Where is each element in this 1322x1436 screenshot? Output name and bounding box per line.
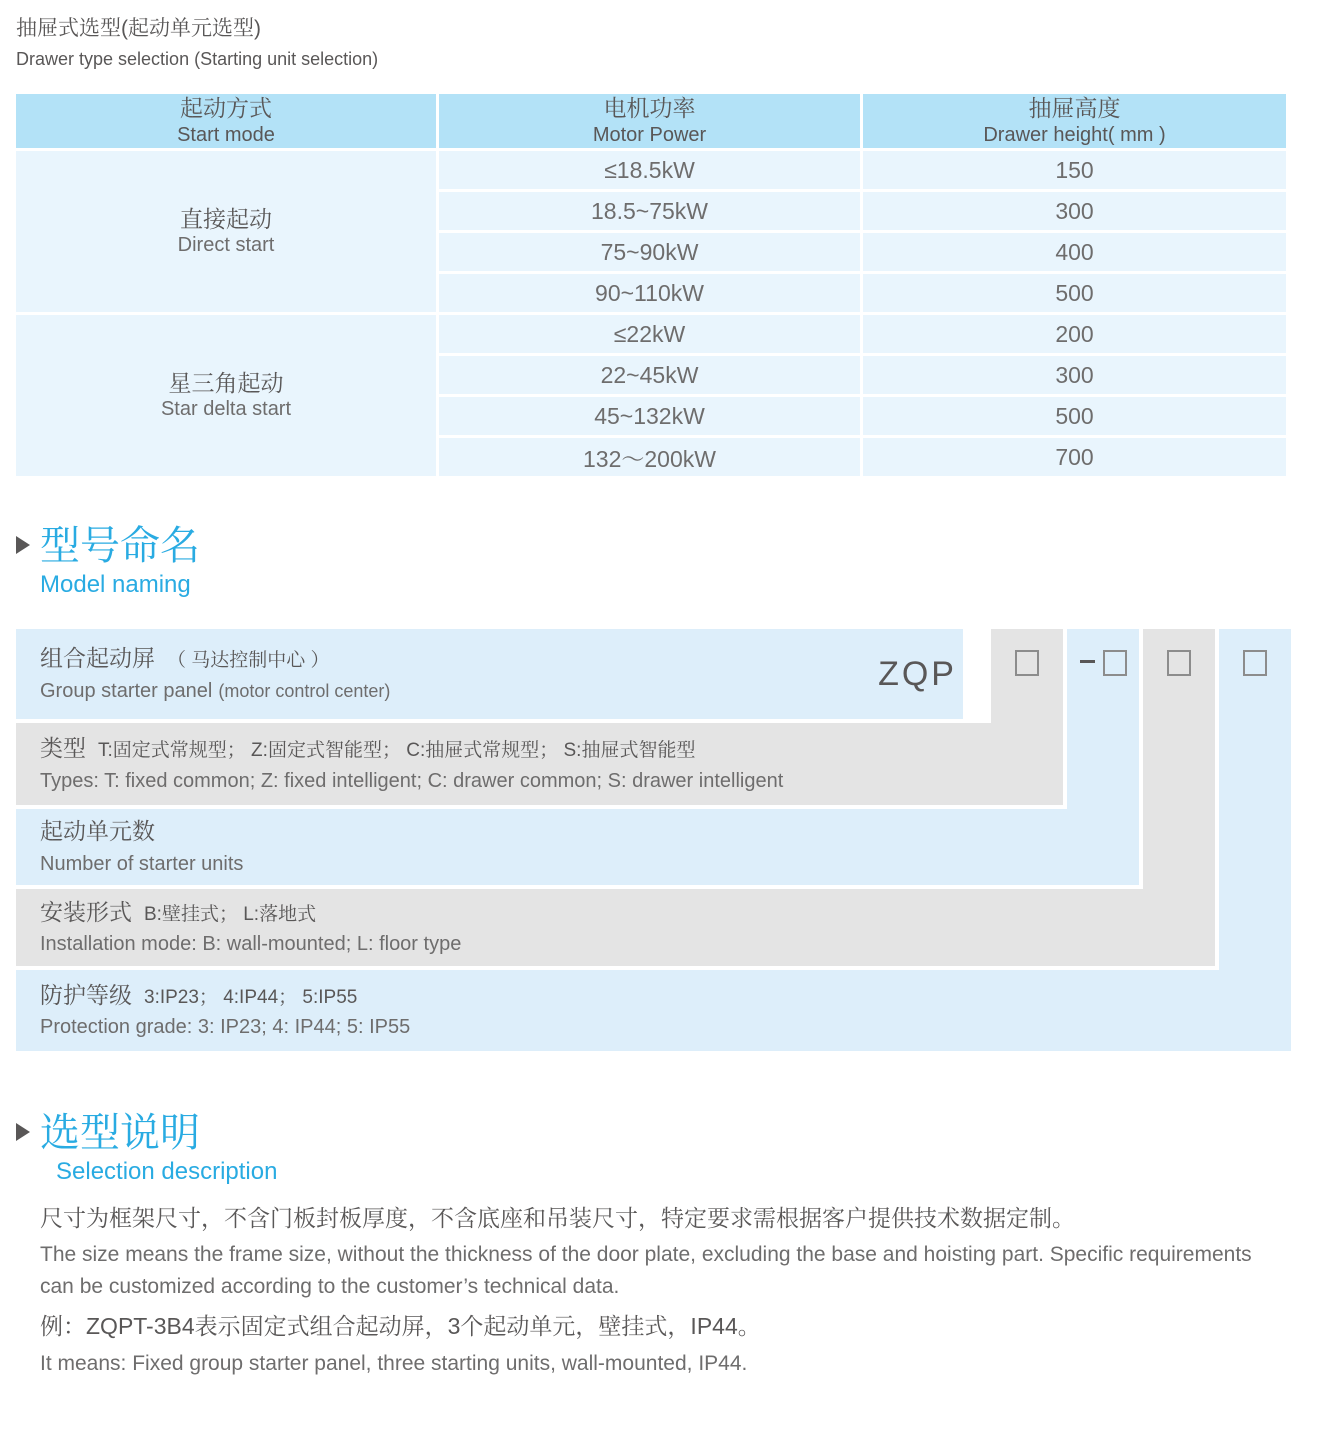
group-cell-star-delta-start — [16, 315, 436, 476]
table-cell-height: 300 — [863, 192, 1286, 230]
section-title-zh: 选型说明 — [40, 1111, 200, 1155]
column-header-drawer-height — [863, 94, 1286, 148]
table-cell-power: ≤22kW — [439, 315, 860, 353]
naming-label-zh: 起动单元数 — [40, 818, 155, 845]
table-cell-power: 22~45kW — [439, 356, 860, 394]
naming-label-zh: 类型 — [40, 735, 86, 762]
page-subtitle: Drawer type selection (Starting unit selection) — [16, 49, 379, 69]
model-naming-heading — [16, 524, 1322, 599]
desc-example-en: It means: Fixed group starter panel, three starting units, wall-mounted, IP44. — [40, 1351, 748, 1375]
table-cell-height: 150 — [863, 151, 1286, 189]
naming-label-en: Installation mode: B: wall-mounted; L: floor type — [40, 933, 462, 956]
table-cell-power: 90~110kW — [439, 274, 860, 312]
group-label-en: Star delta start — [160, 398, 292, 421]
model-code-box-type — [1015, 650, 1039, 676]
section-title-en: Selection description — [56, 1158, 278, 1185]
code-column-installation — [1143, 629, 1215, 966]
header-en: Drawer height( mm ) — [983, 123, 1166, 146]
naming-label-zh: 安装形式 — [40, 898, 132, 925]
model-naming-diagram — [16, 629, 1291, 1051]
table-cell-height: 700 — [863, 438, 1286, 476]
table-cell-power: 132～200kW — [439, 438, 860, 476]
naming-label-en: Group starter panel — [40, 679, 213, 702]
naming-row-group-starter-panel — [16, 629, 963, 719]
page-title: 抽屉式选型(起动单元选型) — [16, 17, 261, 40]
header-en: Motor Power — [592, 123, 707, 146]
section-title-en: Model naming — [40, 571, 191, 598]
group-label-en: Direct start — [177, 234, 275, 257]
naming-row-installation-mode — [16, 889, 1215, 966]
section-title-zh: 型号命名 — [40, 524, 200, 568]
model-code-box-installation — [1167, 650, 1191, 676]
group-cell-direct-start — [16, 151, 436, 312]
desc-paragraph-en: The size means the frame size, without the thickness of the door plate, excluding the base and hoisting part. Specific requirements can be customized according to the customer’s technical data. — [40, 1243, 1252, 1298]
naming-label-en: Number of starter units — [40, 852, 244, 875]
group-label-zh: 星三角起动 — [168, 369, 284, 396]
section-arrow-icon — [16, 536, 30, 554]
header-zh: 起动方式 — [180, 95, 272, 122]
table-cell-height: 300 — [863, 356, 1286, 394]
drawer-selection-table — [16, 94, 1286, 476]
table-cell-height: 200 — [863, 315, 1286, 353]
table-cell-height: 400 — [863, 233, 1286, 271]
table-cell-power: 18.5~75kW — [439, 192, 860, 230]
desc-example-zh: 例：ZQPT-3B4表示固定式组合起动屏，3个起动单元，壁挂式，IP44。 — [40, 1313, 761, 1340]
naming-label-en: Protection grade: 3: IP23; 4: IP44; 5: IP55 — [40, 1016, 411, 1039]
naming-note-zh: （ 马达控制中心 ） — [167, 650, 330, 672]
naming-label-zh: 组合起动屏 — [40, 645, 155, 672]
dash-icon — [1080, 660, 1095, 663]
table-cell-power: ≤18.5kW — [439, 151, 860, 189]
naming-note-zh: T:固定式常规型； Z:固定式智能型； C:抽屉式常规型； S:抽屉式智能型 — [98, 740, 696, 762]
code-column-units — [1067, 629, 1139, 885]
naming-note-zh: B:壁挂式； L:落地式 — [144, 903, 317, 925]
model-code-box-protection — [1243, 650, 1267, 676]
table-cell-power: 75~90kW — [439, 233, 860, 271]
model-code-prefix: ZQP — [878, 654, 957, 693]
naming-note-en: (motor control center) — [218, 680, 391, 701]
naming-label-en: Types: T: fixed common; Z: fixed intelligent; C: drawer common; S: drawer intelligent — [40, 769, 784, 792]
table-cell-power: 45~132kW — [439, 397, 860, 435]
model-code-box-units — [1103, 650, 1127, 676]
naming-row-types — [16, 723, 1063, 805]
code-column-protection — [1219, 629, 1291, 1051]
section-arrow-icon — [16, 1123, 30, 1141]
naming-row-protection-grade — [16, 970, 1291, 1051]
code-column-type — [991, 629, 1063, 805]
naming-note-zh: 3:IP23； 4:IP44； 5:IP55 — [144, 986, 358, 1008]
group-label-zh: 直接起动 — [180, 205, 272, 232]
column-header-start-mode — [16, 94, 436, 148]
header-en: Start mode — [177, 123, 275, 146]
selection-description-heading — [16, 1111, 1322, 1186]
naming-row-number-of-units — [16, 809, 1139, 885]
header-zh: 抽屉高度 — [1028, 95, 1121, 122]
naming-label-zh: 防护等级 — [40, 981, 132, 1008]
desc-paragraph-zh: 尺寸为框架尺寸，不含门板封板厚度，不含底座和吊装尺寸，特定要求需根据客户提供技术数据定制。 — [40, 1205, 1075, 1231]
column-header-motor-power — [439, 94, 860, 148]
table-cell-height: 500 — [863, 274, 1286, 312]
header-zh: 电机功率 — [603, 95, 696, 122]
table-cell-height: 500 — [863, 397, 1286, 435]
selection-description-body — [40, 1202, 1282, 1379]
